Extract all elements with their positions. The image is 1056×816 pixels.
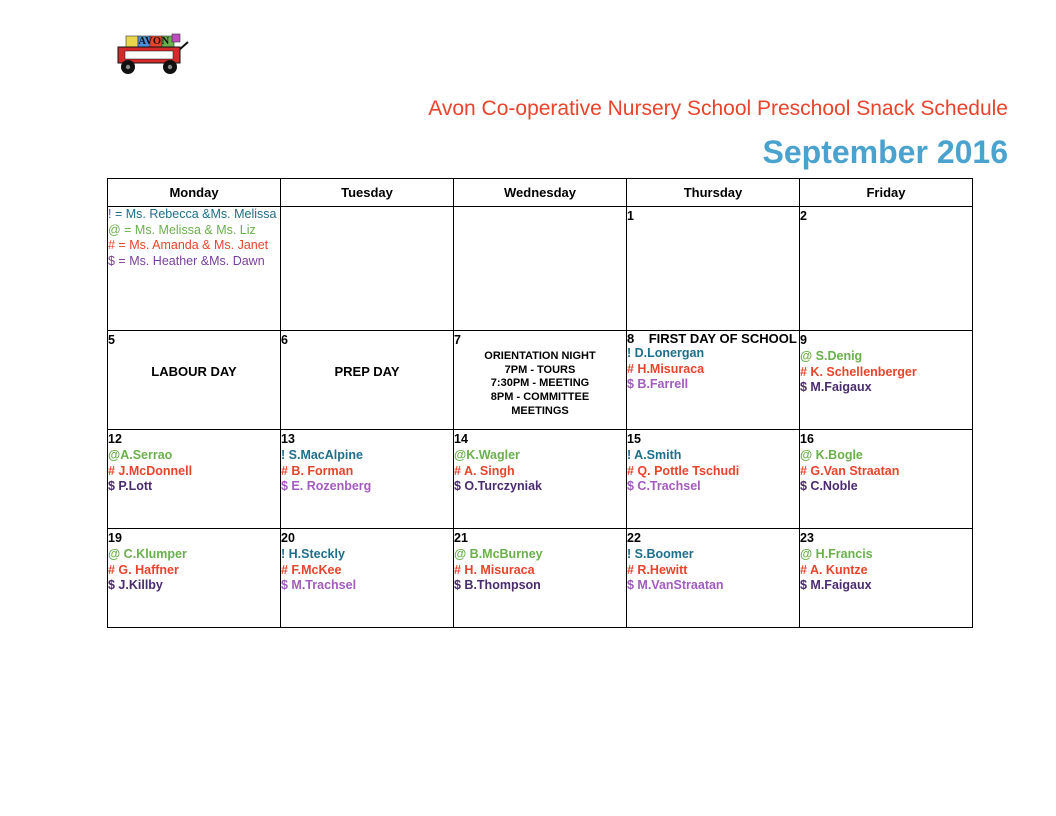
legend-item: @ = Ms. Melissa & Ms. Liz	[108, 222, 256, 237]
snack-entry: ! S.Boomer	[627, 547, 694, 561]
snack-entry: @A.Serrao	[108, 448, 173, 462]
day-number: 7	[454, 333, 461, 347]
day-cell	[281, 331, 454, 430]
day-cell	[281, 430, 454, 529]
weekday-header-row	[108, 179, 973, 207]
day-number: 12	[108, 432, 122, 446]
day-cell	[108, 529, 281, 628]
snack-entry: # K. Schellenberger	[800, 364, 917, 379]
snack-entry: @ S.Denig	[800, 349, 863, 363]
weekday-header-wednesday: Wednesday	[454, 179, 627, 207]
day-number: 1	[627, 209, 634, 223]
snack-entry: # Q. Pottle Tschudi	[627, 463, 740, 478]
legend-item: ! = Ms. Rebecca &Ms. Melissa	[108, 207, 277, 221]
day-cell	[108, 430, 281, 529]
event-note	[454, 350, 626, 419]
staff-legend	[108, 207, 280, 269]
event-line: MEETINGS	[511, 404, 569, 417]
snack-entry: $ E. Rozenberg	[281, 479, 372, 493]
first-day-note	[627, 331, 799, 346]
snack-entry: ! S.MacAlpine	[281, 448, 363, 462]
day-number: 16	[800, 432, 814, 446]
day-cell-empty	[281, 207, 454, 331]
snack-entry: $ M.VanStraatan	[627, 578, 724, 592]
weekday-header-monday: Monday	[108, 179, 281, 207]
day-cell	[454, 430, 627, 529]
week-row-1	[108, 207, 973, 331]
snack-entry: ! H.Steckly	[281, 547, 345, 561]
day-cell	[627, 430, 800, 529]
day-number: 8	[627, 331, 635, 346]
snack-entry: # A. Kuntze	[800, 562, 868, 577]
snack-entry: $ C.Noble	[800, 479, 858, 493]
day-cell-empty	[454, 207, 627, 331]
snack-entry: # B. Forman	[281, 463, 354, 478]
day-cell	[800, 207, 973, 331]
logo-text: AVON	[138, 36, 170, 47]
week-row-4	[108, 529, 973, 628]
day-number: 15	[627, 432, 641, 446]
day-cell	[454, 529, 627, 628]
legend-item: $ = Ms. Heather &Ms. Dawn	[108, 253, 265, 268]
snack-entry: $ B.Thompson	[454, 578, 541, 592]
snack-entry: @ C.Klumper	[108, 547, 187, 561]
snack-entry: $ P.Lott	[108, 479, 153, 493]
day-cell	[627, 529, 800, 628]
school-logo	[115, 28, 191, 76]
page-title: Avon Co-operative Nursery School Preschool Snack Schedule	[428, 97, 1008, 120]
snack-entry: $ B.Farrell	[627, 377, 689, 391]
snack-entry: # F.McKee	[281, 562, 342, 577]
event-line: 8PM - COMMITTEE	[490, 391, 590, 404]
day-cell	[454, 331, 627, 430]
calendar-table	[107, 178, 973, 628]
day-number: 21	[454, 531, 468, 545]
weekday-header-thursday: Thursday	[627, 179, 800, 207]
snack-entry: @K.Wagler	[454, 448, 520, 462]
snack-entry: $ J.Killby	[108, 578, 163, 592]
snack-entry: $ M.Faigaux	[800, 380, 872, 394]
weekday-header-tuesday: Tuesday	[281, 179, 454, 207]
snack-entry: # G. Haffner	[108, 562, 179, 577]
week-row-2	[108, 331, 973, 430]
day-number: 6	[281, 333, 288, 347]
day-cell	[281, 529, 454, 628]
snack-entry: ! D.Lonergan	[627, 346, 705, 360]
holiday-label: LABOUR DAY	[151, 364, 237, 379]
holiday-label: PREP DAY	[334, 364, 400, 379]
day-number: 19	[108, 531, 122, 545]
snack-entry: $ O.Turczyniak	[454, 479, 542, 493]
day-number: 5	[108, 333, 115, 347]
legend-item: # = Ms. Amanda & Ms. Janet	[108, 238, 269, 252]
snack-entry: # J.McDonnell	[108, 463, 193, 478]
snack-entry: @ B.McBurney	[454, 547, 543, 561]
snack-entry: ! A.Smith	[627, 448, 682, 462]
weekday-header-friday: Friday	[800, 179, 973, 207]
day-cell	[627, 331, 800, 430]
day-cell	[627, 207, 800, 331]
event-line: ORIENTATION NIGHT	[484, 350, 596, 362]
snack-entry: @ K.Bogle	[800, 448, 863, 462]
day-cell	[800, 430, 973, 529]
day-number: 2	[800, 209, 807, 223]
snack-entry: $ C.Trachsel	[627, 479, 701, 493]
day-number: 23	[800, 531, 814, 545]
first-day-label: FIRST DAY OF SCHOOL	[648, 331, 797, 346]
day-cell	[800, 331, 973, 430]
snack-entry: # R.Hewitt	[627, 562, 688, 577]
day-number: 13	[281, 432, 295, 446]
snack-entry: $ M.Trachsel	[281, 578, 357, 592]
snack-entry: # H.Misuraca	[627, 361, 705, 376]
day-cell	[108, 331, 281, 430]
snack-entry: @ H.Francis	[800, 547, 873, 561]
day-cell	[800, 529, 973, 628]
event-line: 7:30PM - MEETING	[490, 377, 590, 390]
snack-entry: # G.Van Straatan	[800, 463, 900, 478]
event-line: 7PM - TOURS	[504, 363, 576, 376]
day-number: 14	[454, 432, 468, 446]
month-heading: September 2016	[762, 134, 1008, 170]
day-number: 9	[800, 333, 807, 347]
snack-entry: # H. Misuraca	[454, 562, 535, 577]
snack-entry: $ M.Faigaux	[800, 578, 872, 592]
day-number: 20	[281, 531, 295, 545]
week-row-3	[108, 430, 973, 529]
day-number: 22	[627, 531, 641, 545]
legend-cell	[108, 207, 281, 331]
snack-entry: # A. Singh	[454, 463, 515, 478]
